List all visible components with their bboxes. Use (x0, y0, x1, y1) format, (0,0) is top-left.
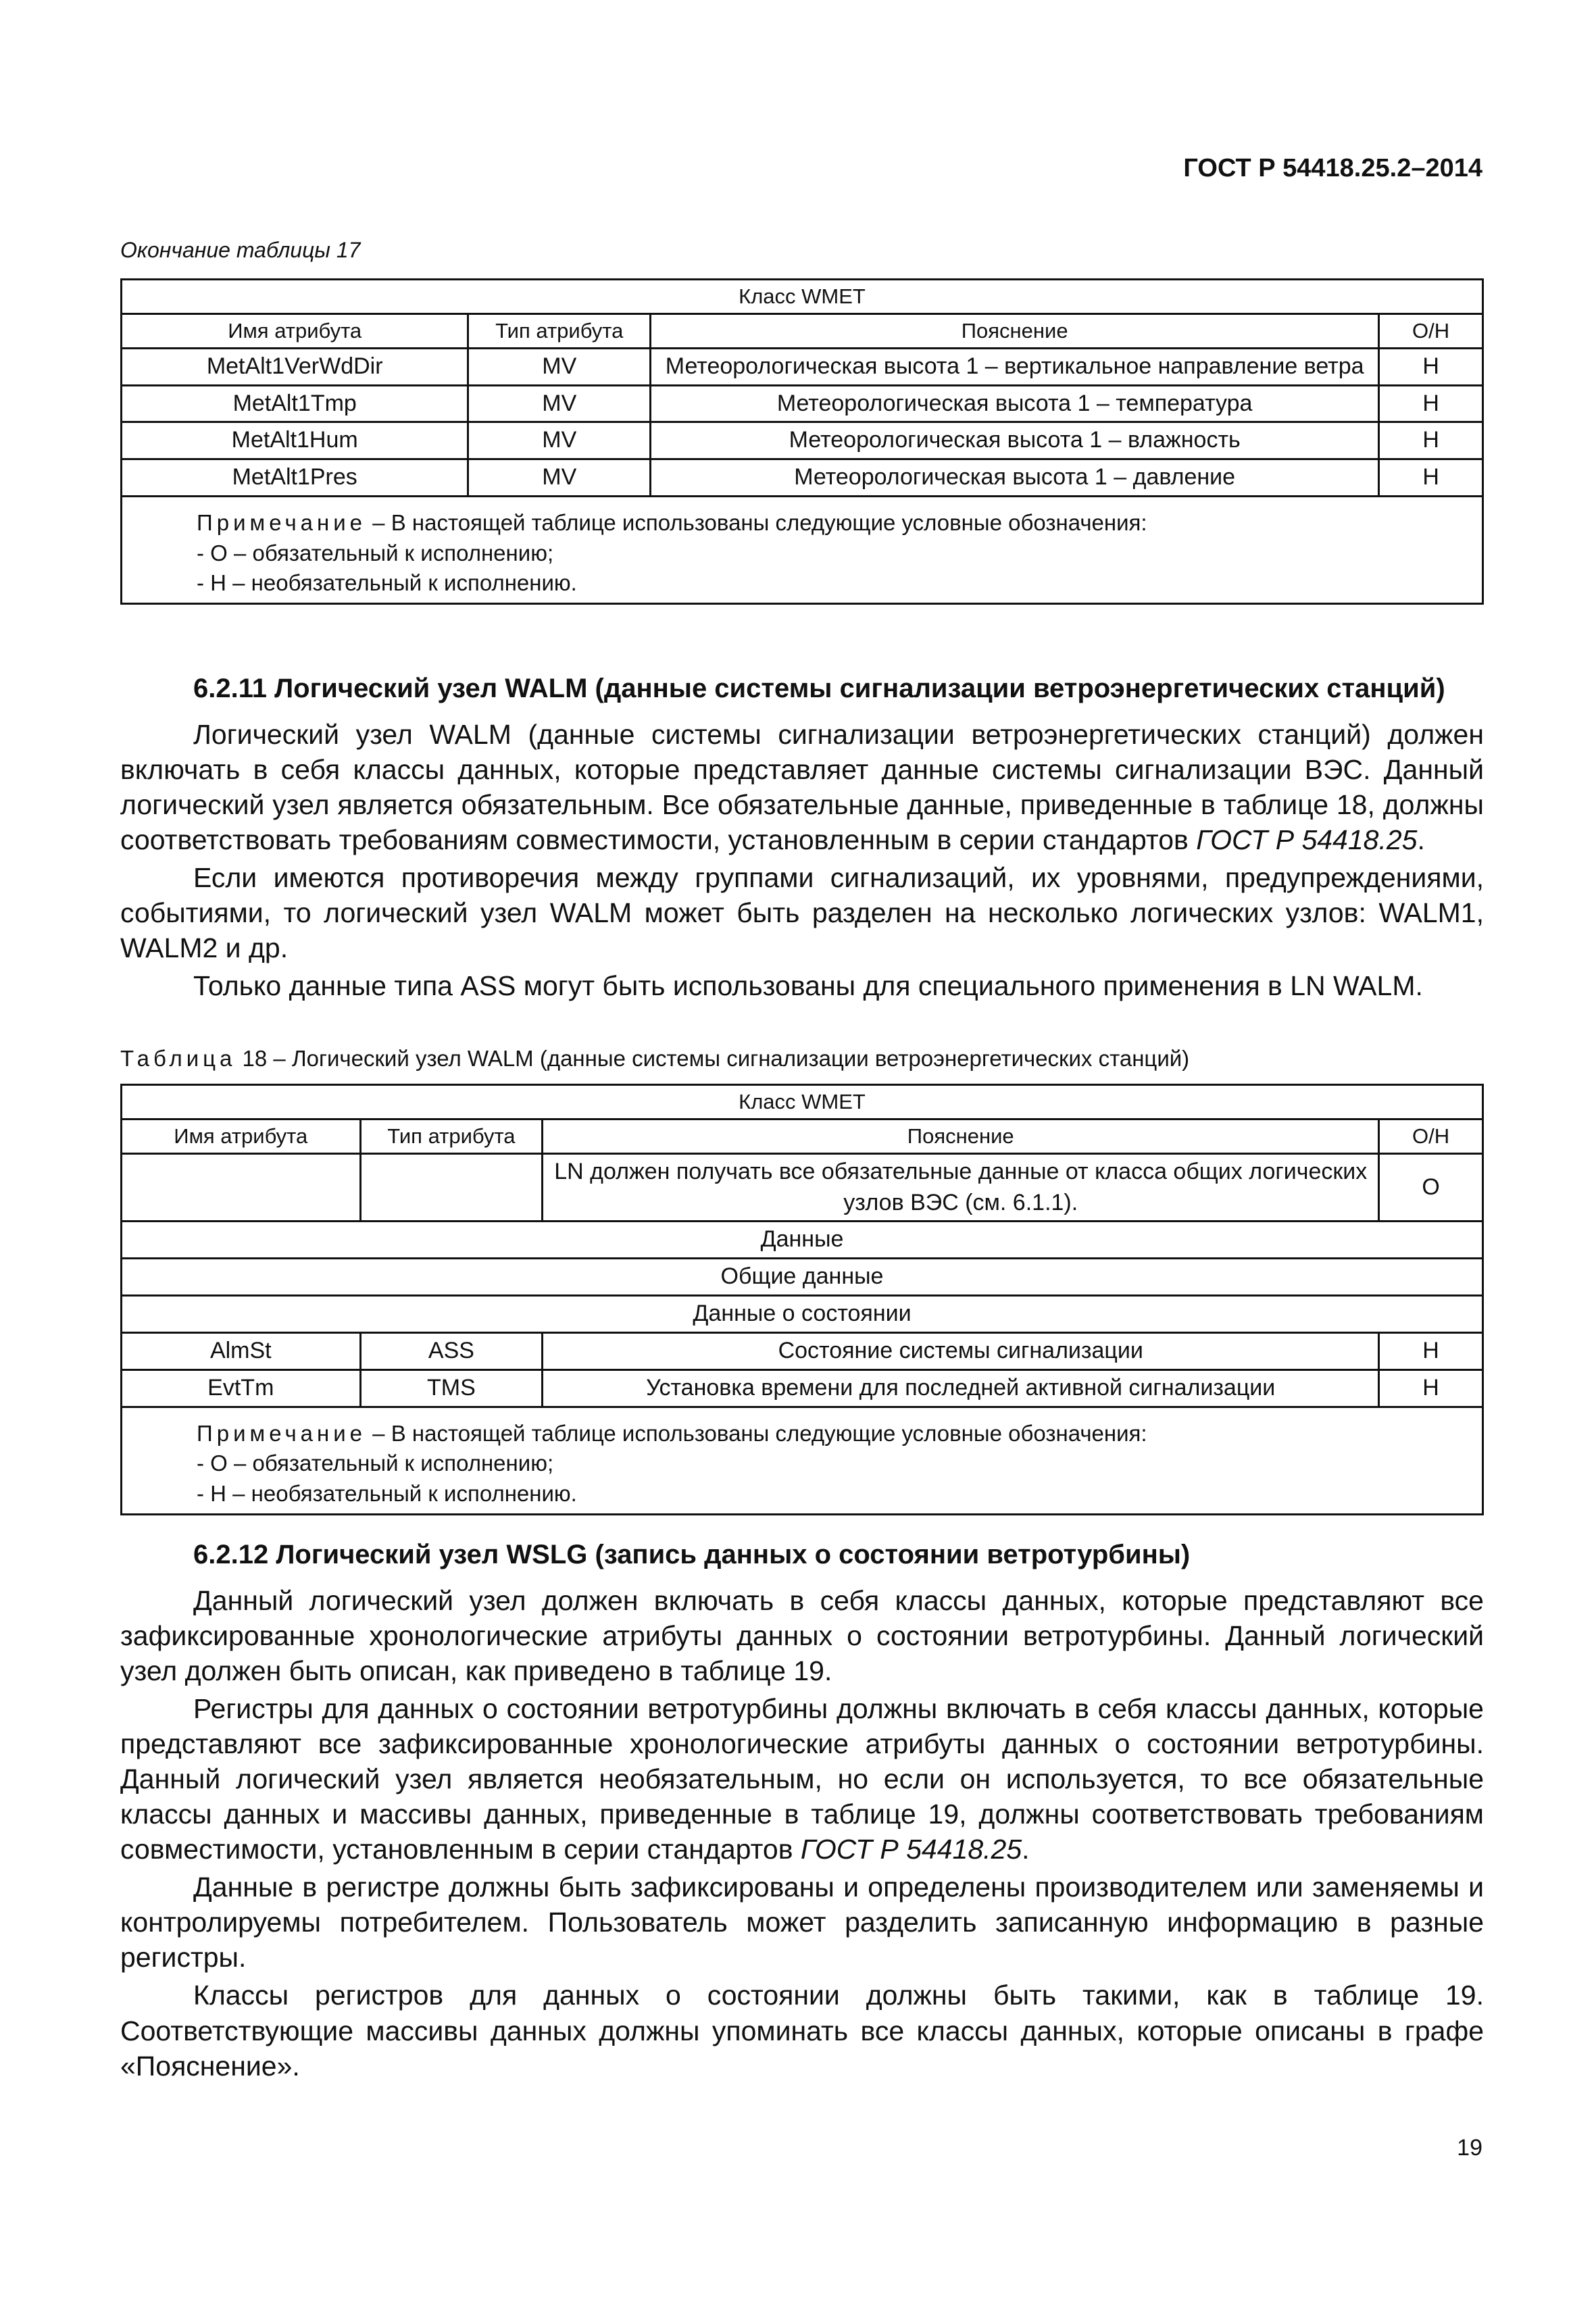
attribute-type: ASS (360, 1333, 543, 1370)
column-header-name: Имя атрибута (122, 313, 468, 348)
table-note (122, 497, 1483, 604)
table-header-row (122, 313, 1483, 348)
table-row (122, 385, 1483, 422)
column-header-name: Имя атрибута (122, 1119, 361, 1153)
paragraph: Только данные типа ASS могут быть использованы для специального применения в LN WALM. (193, 970, 1423, 1002)
table-group-row (122, 1259, 1483, 1296)
attribute-type: TMS (360, 1370, 543, 1407)
paragraph-end: . (1022, 1834, 1030, 1865)
table18-caption (120, 1046, 1189, 1072)
paragraph: Данный логический узел должен включать в себя классы данных, которые представляют все зафиксированные хронологические атрибуты данных о состоянии ветротурбины. Данный логический узел должен быть описан, как приведено в таблице 19. (120, 1584, 1484, 1686)
attribute-on: Н (1379, 422, 1483, 459)
attribute-name: MetAlt1Pres (122, 459, 468, 497)
attribute-on: Н (1379, 1370, 1483, 1407)
attribute-on: О (1379, 1153, 1483, 1222)
standard-reference: ГОСТ Р 54418.25 (1196, 824, 1418, 855)
column-header-description: Пояснение (651, 313, 1379, 348)
attribute-type: MV (468, 459, 651, 497)
paragraph-end: . (1417, 824, 1425, 855)
table-row (122, 422, 1483, 459)
table-18 (120, 1084, 1484, 1515)
table-class-label: Класс WMET (122, 280, 1483, 314)
paragraph: Данные в регистре должны быть зафиксированы и определены производителем или заменяемы и контролируемы потребителем. Пользователь может разделить записанную информацию в разные регистры. (120, 1871, 1484, 1973)
note-text: – В настоящей таблице использованы следующие условные обозначения: (366, 1420, 1147, 1446)
caption-label: Таблица (120, 1046, 236, 1071)
attribute-name: MetAlt1Hum (122, 422, 468, 459)
page-number: 19 (1457, 2135, 1482, 2161)
table-row (122, 1333, 1483, 1370)
table-row (122, 348, 1483, 385)
note-line: - Н – необязательный к исполнению. (197, 570, 577, 596)
group-label-common: Общие данные (122, 1259, 1483, 1296)
attribute-description: Метеорологическая высота 1 – температура (651, 385, 1379, 422)
section-6-2-12 (120, 1538, 1484, 2086)
paragraph (120, 1691, 1484, 1867)
attribute-type: MV (468, 422, 651, 459)
note-line: - Н – необязательный к исполнению. (197, 1481, 577, 1507)
table-group-row (122, 1222, 1483, 1259)
group-label-status: Данные о состоянии (122, 1296, 1483, 1333)
table17-caption: Окончание таблицы 17 (120, 238, 361, 262)
table-class-row (122, 1085, 1483, 1120)
section-heading: 6.2.11 Логический узел WALM (данные системы сигнализации ветроэнергетических станций) (193, 674, 1445, 703)
column-header-description: Пояснение (543, 1119, 1379, 1153)
attribute-name: MetAlt1VerWdDir (122, 348, 468, 385)
table-class-label: Класс WMET (122, 1085, 1483, 1120)
attribute-type: MV (468, 385, 651, 422)
attribute-type: MV (468, 348, 651, 385)
table-header-row (122, 1119, 1483, 1153)
table-group-row (122, 1296, 1483, 1333)
note-line: - О – обязательный к исполнению; (197, 540, 554, 565)
attribute-type (360, 1153, 543, 1222)
paragraph: Классы регистров для данных о состоянии должны быть такими, как в таблице 19. Соответствующие массивы данных должны упоминать все классы данных, которые описаны в графе «Пояснение». (120, 1980, 1484, 2082)
attribute-on: Н (1379, 1333, 1483, 1370)
attribute-name: AlmSt (122, 1333, 361, 1370)
standard-reference: ГОСТ Р 54418.25 (800, 1834, 1022, 1865)
attribute-description: Метеорологическая высота 1 – давление (651, 459, 1379, 497)
caption-text: 18 – Логический узел WALM (данные системы сигнализации ветроэнергетических станций) (236, 1046, 1190, 1071)
attribute-on: Н (1379, 385, 1483, 422)
column-header-type: Тип атрибута (468, 313, 651, 348)
section-heading: 6.2.12 Логический узел WSLG (запись данных о состоянии ветротурбины) (193, 1540, 1191, 1569)
paragraph: Если имеются противоречия между группами сигнализаций, их уровнями, предупреждениями, событиями, то логический узел WALM может быть разделен на несколько логических узлов: WALM1, WALM2 и др. (120, 862, 1484, 964)
paragraph-text: Логический узел WALM (данные системы сигнализации ветроэнергетических станций) должен включать в себя классы данных, которые представляет данные системы сигнализации ВЭС. Данный логический узел является обязательным. Все обязательные данные, приведенные в таблице 18, должны соответствовать требованиям совместимости, установленным в серии стандартов (120, 718, 1484, 855)
column-header-on: О/Н (1379, 313, 1483, 348)
table-note-row (122, 1407, 1483, 1514)
column-header-type: Тип атрибута (360, 1119, 543, 1153)
table-row (122, 1370, 1483, 1407)
note-text: – В настоящей таблице использованы следующие условные обозначения: (366, 510, 1147, 536)
note-line: - О – обязательный к исполнению; (197, 1451, 554, 1476)
attribute-on: Н (1379, 348, 1483, 385)
table-row (122, 1153, 1483, 1222)
attribute-name: MetAlt1Tmp (122, 385, 468, 422)
paragraph (120, 717, 1484, 857)
attribute-description: Метеорологическая высота 1 – вертикальное направление ветра (651, 348, 1379, 385)
note-label: Примечание (197, 510, 367, 536)
table-row (122, 459, 1483, 497)
document-header: ГОСТ Р 54418.25.2–2014 (1183, 154, 1482, 182)
column-header-on: О/Н (1379, 1119, 1483, 1153)
attribute-description: Установка времени для последней активной сигнализации (543, 1370, 1379, 1407)
attribute-name: EvtTm (122, 1370, 361, 1407)
table-note-row (122, 497, 1483, 604)
paragraph-text: Регистры для данных о состоянии ветротурбины должны включать в себя классы данных, которые представляют все зафиксированные хронологические атрибуты данных о состоянии ветротурбины. Данный логический узел является необязательным, но если он используется, то все обязательные классы данных и массивы данных, приведенные в таблице 19, должны соответствовать требованиям совместимости, установленным в серии стандартов (120, 1692, 1484, 1865)
note-label: Примечание (197, 1420, 367, 1446)
table-note (122, 1407, 1483, 1514)
table-class-row (122, 280, 1483, 314)
table-17 (120, 278, 1484, 605)
section-6-2-11 (120, 672, 1484, 1006)
attribute-description: Метеорологическая высота 1 – влажность (651, 422, 1379, 459)
attribute-on: Н (1379, 459, 1483, 497)
attribute-description: Состояние системы сигнализации (543, 1333, 1379, 1370)
attribute-name (122, 1153, 361, 1222)
group-label-data: Данные (122, 1222, 1483, 1259)
attribute-description: LN должен получать все обязательные данные от класса общих логических узлов ВЭС (см. 6.1.1). (543, 1153, 1379, 1222)
